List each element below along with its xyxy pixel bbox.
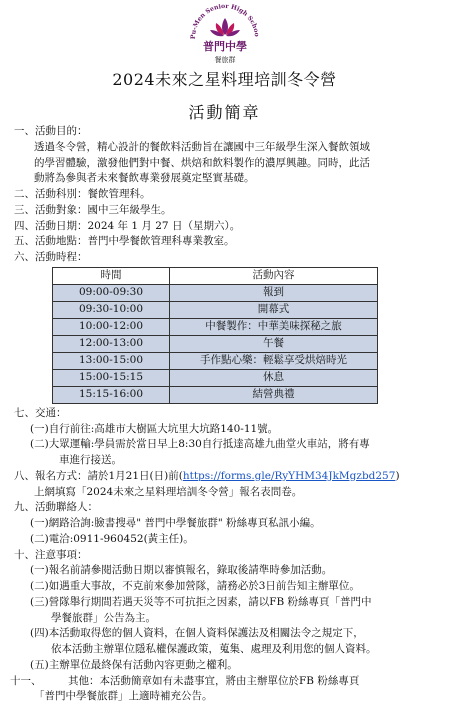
list-item: (一)報名前請參閱活動日期以審慎報名，錄取後請準時參加活動。 bbox=[30, 564, 333, 577]
activity-cell: 結營典禮 bbox=[170, 386, 378, 403]
school-logo bbox=[183, 4, 267, 66]
list-item: (二)電洽:0911-960452(黃主任)。 bbox=[30, 532, 194, 545]
activity-cell: 午餐 bbox=[170, 335, 378, 352]
purpose-line: 動將為參與者未來餐飲專業發展奠定堅實基礎。 bbox=[34, 172, 255, 185]
activity-cell: 開幕式 bbox=[170, 301, 378, 318]
section-notes: 十、 注意事項： bbox=[14, 548, 88, 561]
time-cell: 10:00-12:00 bbox=[53, 318, 170, 335]
table-row bbox=[53, 335, 378, 352]
section-location: 五、 活動地點：普門中學餐飲管理科專業教室。 bbox=[14, 235, 235, 248]
column-header-activity: 活動內容 bbox=[170, 267, 378, 284]
table-row bbox=[53, 284, 378, 301]
section-audience: 三、 活動對象：國中三年級學生。 bbox=[14, 203, 172, 216]
table-row bbox=[53, 352, 378, 369]
lotus-emblem-icon bbox=[183, 4, 267, 66]
section-department: 二、 活動科別：餐飲管理科。 bbox=[14, 188, 151, 200]
section-schedule: 六、 活動時程： bbox=[14, 251, 88, 263]
time-cell: 09:00-09:30 bbox=[53, 284, 170, 301]
purpose-line: 透過冬令營，精心設計的餐飲料活動旨在讓國中三年級學生深入餐飲領域 bbox=[34, 140, 370, 153]
time-cell: 12:00-13:00 bbox=[53, 335, 170, 352]
document-title: 2024未來之星料理培訓冬令營 bbox=[112, 70, 337, 89]
time-cell: 15:15-16:00 bbox=[53, 386, 170, 403]
list-item: (一)自行前往:高雄市大樹區大坑里大坑路140-11號。 bbox=[30, 422, 279, 435]
activity-cell: 手作點心樂：輕鬆享受烘焙時光 bbox=[170, 352, 378, 369]
table-row bbox=[53, 318, 378, 335]
table-row bbox=[53, 386, 378, 403]
column-header-time: 時間 bbox=[53, 267, 170, 284]
list-item: (五)主辦單位最終保有活動內容更動之權利。 bbox=[30, 658, 238, 671]
time-cell: 13:00-15:00 bbox=[53, 352, 170, 369]
document-subtitle: 活動簡章 bbox=[188, 103, 261, 122]
document-body bbox=[10, 124, 442, 705]
list-item: (四)本活動取得您的個人資料，在個人資料保護法及相關法令之規定下， bbox=[30, 627, 364, 640]
activity-cell: 中餐製作：中華美味探秘之旅 bbox=[170, 318, 378, 335]
logo-sub: 餐旅群 bbox=[214, 56, 236, 64]
table-header-row bbox=[53, 267, 378, 284]
list-item: 依本活動主辦單位隱私權保護政策，蒐集、處理及利用您的個人資料。 bbox=[51, 643, 377, 655]
section-contact: 九、 活動聯絡人： bbox=[14, 501, 98, 514]
section-transport: 七、 交通： bbox=[14, 406, 67, 419]
purpose-line: 的學習體驗，激發他們對中餐、烘焙和飲料製作的濃厚興趣。同時，此活 bbox=[34, 156, 370, 169]
svg-text:Pu-Men Senior High School: Pu-Men Senior High Schoo bbox=[189, 4, 261, 40]
section-date: 四、 活動日期：2024 年 1 月 27 日（星期六）。 bbox=[14, 219, 241, 232]
registration-form-link[interactable]: https://forms.gle/RyYHM34JkMgzbd257 bbox=[182, 469, 396, 482]
list-item: (三)營隊舉行期間若遇天災等不可抗拒之因素，請以FB 粉絲專頁「普門中 bbox=[30, 595, 372, 608]
table-row bbox=[53, 301, 378, 318]
section-purpose: 一、 活動目的： bbox=[14, 125, 88, 137]
schedule-table bbox=[52, 267, 378, 404]
logo-school-name: 普門中學 bbox=[203, 40, 247, 53]
activity-cell: 休息 bbox=[170, 369, 378, 386]
list-item: 學餐旅群」公告為主。 bbox=[51, 611, 156, 624]
registration-line: 上網填寫「2024未來之星料理培訓冬令營」報名表問卷。 bbox=[34, 485, 303, 498]
list-item: (二)大眾運輸:學員需於當日早上8:30自行抵達高雄九曲堂火車站，將有專 bbox=[30, 438, 370, 451]
time-cell: 09:30-10:00 bbox=[53, 301, 170, 318]
table-row bbox=[53, 369, 378, 386]
list-item: (一)網路洽詢:臉書搜尋" 普門中學餐旅群" 粉絲專頁私訊小編。 bbox=[30, 517, 321, 529]
list-item: (二)如遇重大事故，不克前來參加營隊，請務必於3日前告知主辦單位。 bbox=[30, 580, 360, 592]
list-item: 車進行接送。 bbox=[59, 454, 122, 466]
activity-cell: 報到 bbox=[170, 284, 378, 301]
other-line: 「普門中學餐旅群」上適時補充公告。 bbox=[34, 690, 213, 703]
section-registration: 八、 報名方式：請於1月21日(日)前(https://forms.gle/RyYHM34JkMgzbd257) bbox=[14, 469, 400, 482]
section-other: 十一、 其他：本活動簡章如有未盡事宜，將由主辦單位於FB 粉絲專頁 bbox=[10, 674, 360, 687]
time-cell: 15:00-15:15 bbox=[53, 369, 170, 386]
